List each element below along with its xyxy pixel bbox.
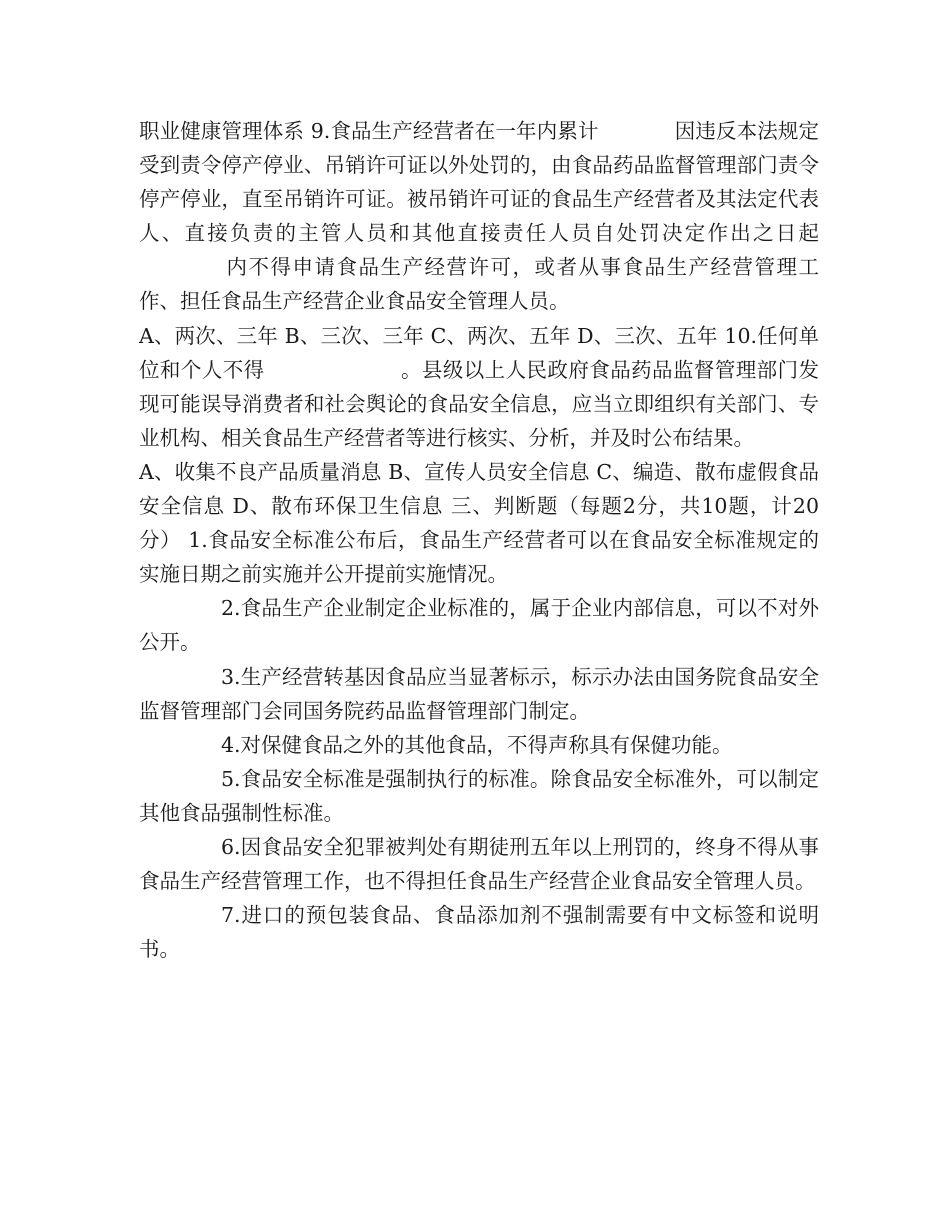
judgement-item-6: 6.因食品安全犯罪被判处有期徒刑五年以上刑罚的，终身不得从事食品生产经营管理工作，也不得担任食品生产经营企业食品安全管理人员。: [139, 834, 819, 894]
judgement-item-7: 7.进口的预包装食品、食品添加剂不强制需要有中文标签和说明书。: [139, 903, 819, 962]
document-body: [139, 114, 819, 966]
answer-blank: [599, 114, 675, 148]
judgement-item-4: 4.对保健食品之外的其他食品，不得声称具有保健功能。: [221, 732, 733, 757]
answer-blank: [265, 353, 401, 387]
question-10-text-a: A、两次、三年 B、三次、三年 C、两次、五年 D、三次、五年 10.任何单位和个人不得: [139, 323, 819, 382]
question-9-text-c: 内不得申请食品生产经营许可，或者从事食品生产经营管理工作、担任食品生产经营企业食品安全管理人员。: [139, 255, 819, 314]
judgement-item-5: 5.食品安全标准是强制执行的标准。除食品安全标准外，可以制定其他食品强制性标准。: [139, 766, 819, 825]
paragraph-options-and-judgement-1: A、收集不良产品质量消息 B、宣传人员安全信息 C、编造、散布虚假食品安全信息 D、散布环保卫生信息 三、判断题（每题2分，共10题，计20分） 1.食品安全标准公布后，食品生产经营者可以在食品安全标准规定的实施日期之前实施并公开提前实施情况。: [139, 459, 819, 587]
answer-blank: [139, 250, 225, 284]
judgement-item-2: 2.食品生产企业制定企业标准的，属于企业内部信息，可以不对外公开。: [139, 596, 819, 655]
question-9-text-a: 职业健康管理体系 9.食品生产经营者在一年内累计: [139, 119, 599, 143]
paragraph-question-9: [139, 114, 819, 319]
question-9-text-b: 因违反本法规定受到责令停产停业、吊销许可证以外处罚的，由食品药品监督管理部门责令停产停业，直至吊销许可证。被吊销许可证的食品生产经营者及其法定代表人、直接负责的主管人员和其他直接责任人员自处罚决定作出之日起: [139, 119, 820, 246]
question-10-text-b: 。县级以上人民政府食品药品监督管理部门发现可能误导消费者和社会舆论的食品安全信息，应当立即组织有关部门、专业机构、相关食品生产经营者等进行核实、分析，并及时公布结果。: [139, 357, 820, 450]
paragraph-question-10: [139, 319, 819, 455]
judgement-item-3: 3.生产经营转基因食品应当显著标示，标示办法由国务院食品安全监督管理部门会同国务院药品监督管理部门制定。: [139, 664, 819, 723]
